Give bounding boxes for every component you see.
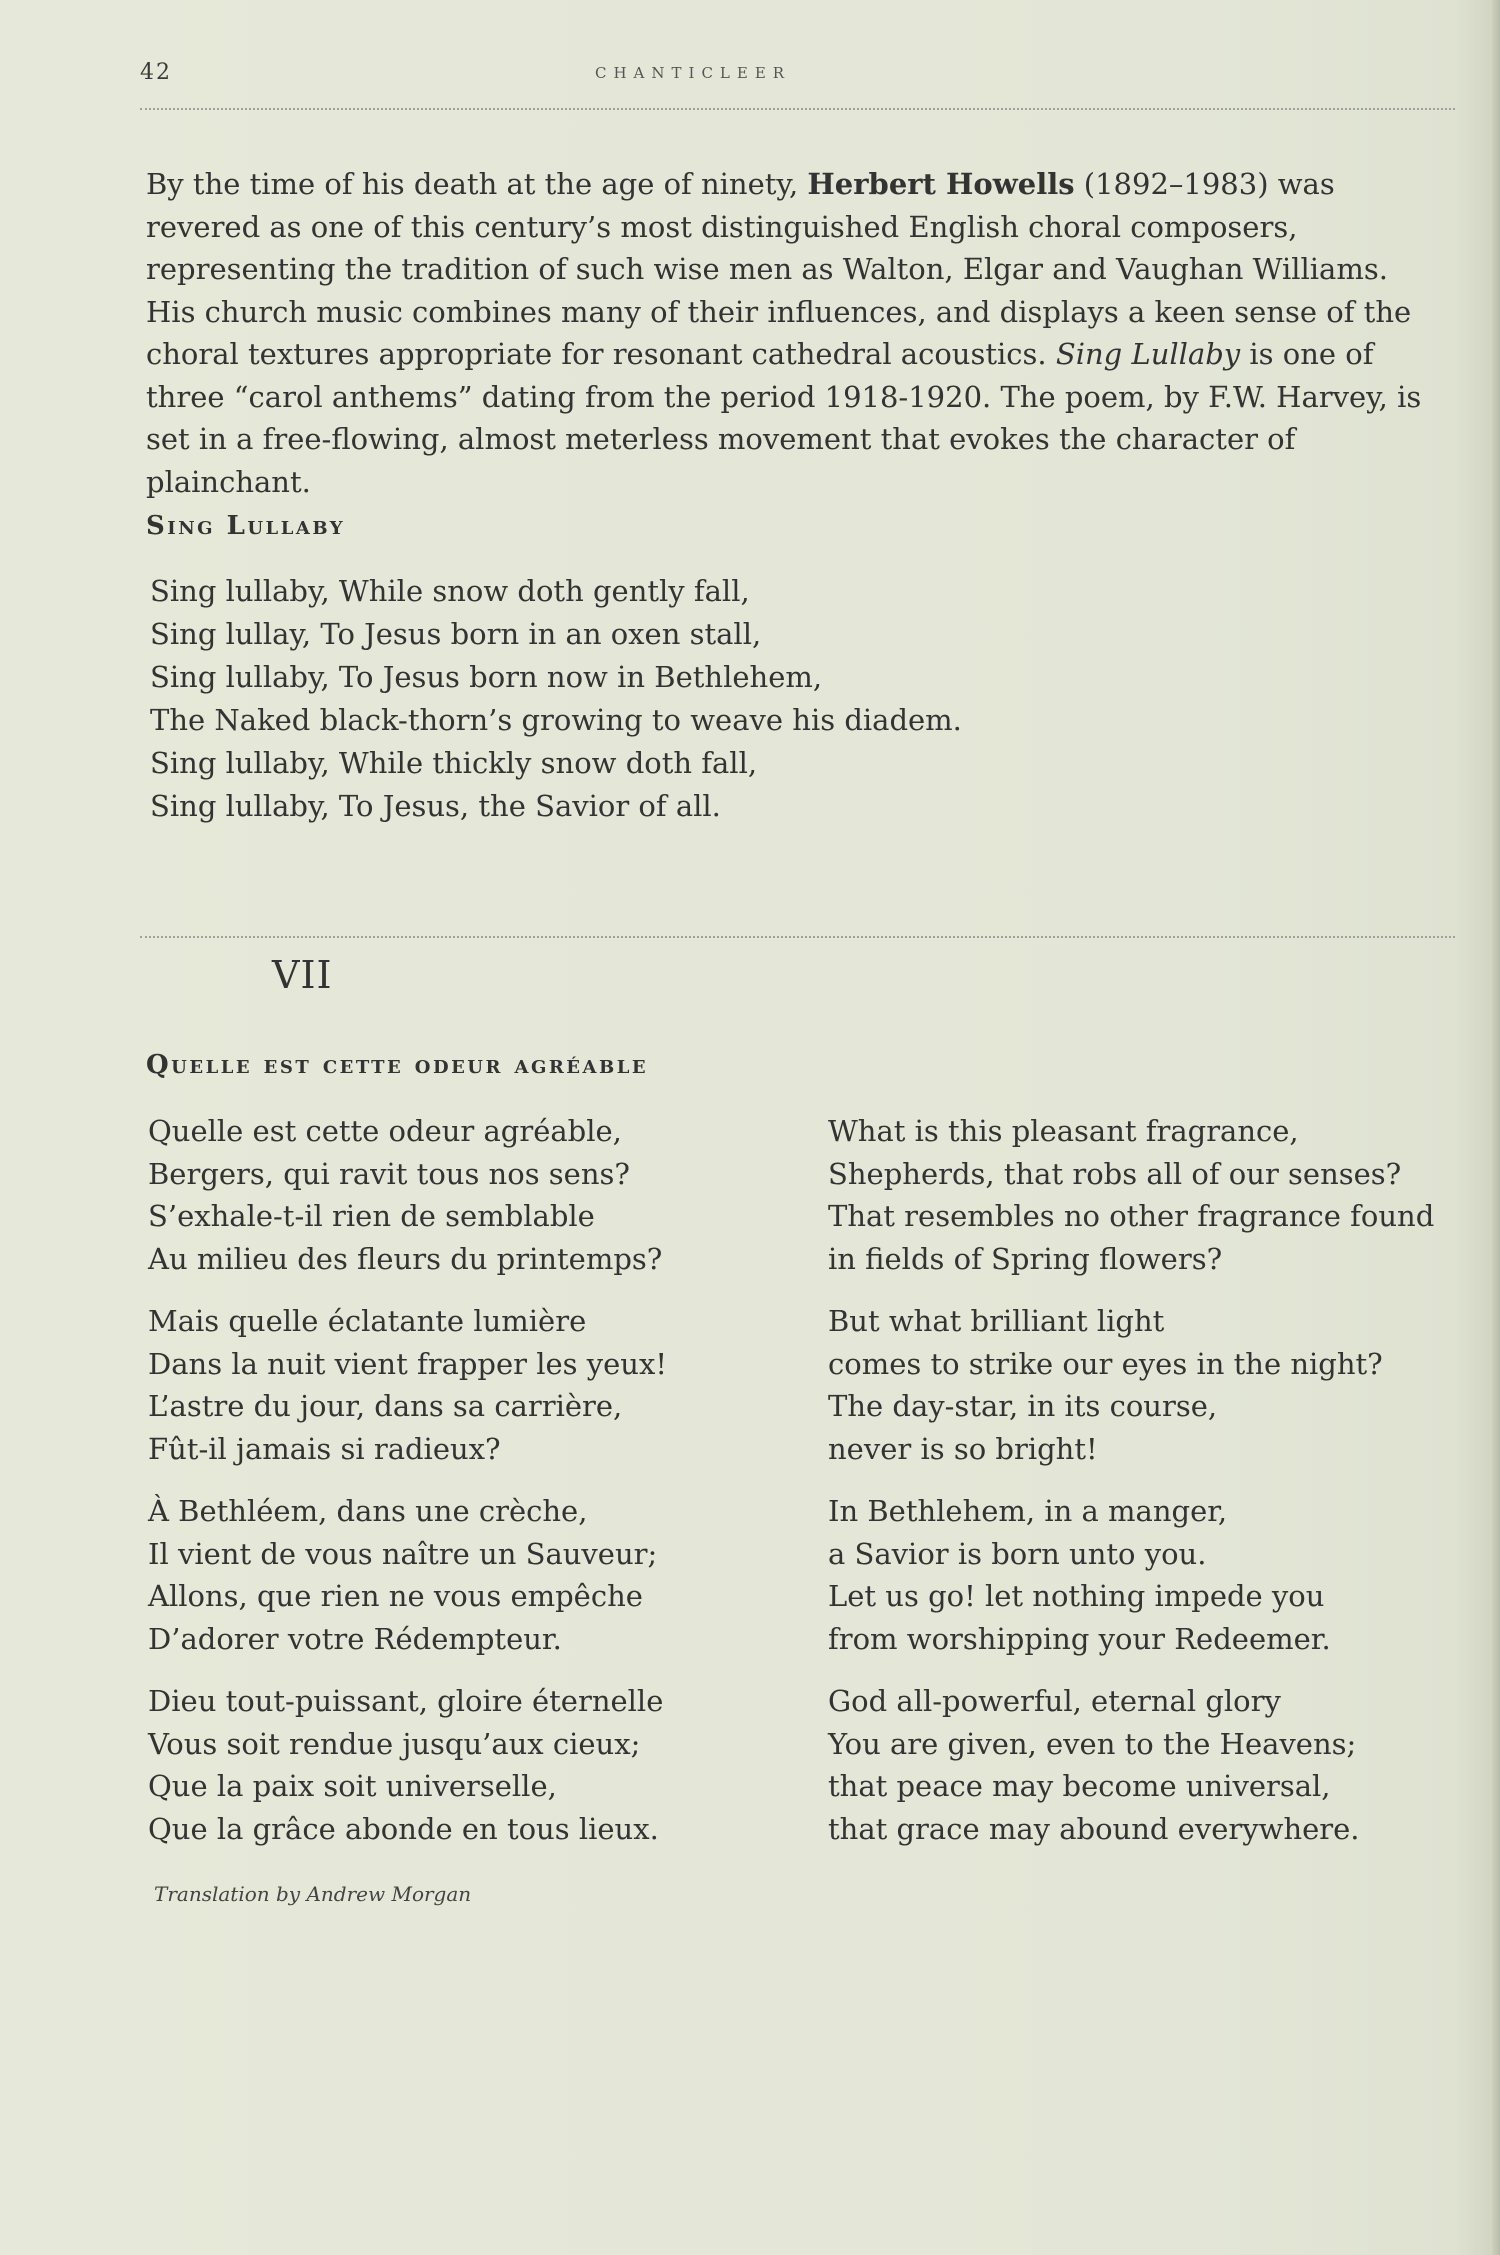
stanza (148, 1680, 768, 1850)
stanza (148, 1110, 768, 1280)
verse-line: That resembles no other fragrance found (828, 1199, 1435, 1233)
verse-line: You are given, even to the Heavens; (828, 1726, 1357, 1761)
verse-line: Vous soit rendue jusqu’aux cieux; (148, 1726, 641, 1761)
verse-line: Dans la nuit vient frapper les yeux! (148, 1346, 667, 1381)
intro-text-3: is one of three “carol anthems” dating from the period 1918-1920. The poem, by F.W. Harvey, is set in a free-flowing, almost meterless movement that evokes the character of plainchant. (146, 337, 1422, 499)
stanza (148, 1490, 768, 1660)
header-rule (140, 108, 1455, 110)
poem-sing-lullaby (150, 570, 1050, 828)
stanza (828, 1680, 1448, 1850)
stanza (828, 1110, 1448, 1280)
poem-line: The Naked black-thorn’s growing to weave his diadem. (150, 703, 962, 737)
translation-credit: Translation by Andrew Morgan (154, 1882, 472, 1906)
verse-line: L’astre du jour, dans sa carrière, (148, 1389, 623, 1423)
verse-line: Fût-il jamais si radieux? (148, 1431, 501, 1466)
verse-line: Bergers, qui ravit tous nos sens? (148, 1156, 630, 1191)
verse-line: Quelle est cette odeur agréable, (148, 1114, 622, 1148)
verse-line: The day-star, in its course, (828, 1389, 1218, 1423)
poem-line: Sing lullaby, While snow doth gently fall, (150, 574, 750, 608)
intro-text-2: (1892–1983) was revered as one of this century’s most distinguished English choral composers, representing the tradition of such wise men as Walton, Elgar and Vaughan Williams. His church music combines many of their influences, and displays a keen sense of the choral textures appropriate for resonant cathedral acoustics. (146, 167, 1412, 371)
poem-line: Sing lullaby, While thickly snow doth fall, (150, 746, 758, 780)
page-edge (1492, 0, 1500, 2255)
verse-line: never is so bright! (828, 1431, 1098, 1466)
verse-line: Dieu tout-puissant, gloire éternelle (148, 1684, 664, 1718)
verse-line: What is this pleasant fragrance, (828, 1114, 1299, 1148)
stanza (148, 1300, 768, 1470)
verse-line: Let us go! let nothing impede you (828, 1579, 1325, 1613)
intro-text-1: By the time of his death at the age of ninety, (146, 167, 808, 201)
verse-line: Que la grâce abonde en tous lieux. (148, 1811, 659, 1846)
verse-line: D’adorer votre Rédempteur. (148, 1621, 562, 1656)
intro-paragraph (146, 163, 1446, 503)
french-text-column (148, 1110, 768, 1870)
verse-line: comes to strike our eyes in the night? (828, 1346, 1383, 1381)
page-number: 42 (140, 60, 172, 85)
verse-line: that peace may become universal, (828, 1769, 1331, 1803)
verse-line: But what brilliant light (828, 1304, 1165, 1338)
verse-line: in fields of Spring flowers? (828, 1241, 1223, 1276)
verse-line: In Bethlehem, in a manger, (828, 1494, 1228, 1528)
verse-line: Il vient de vous naître un Sauveur; (148, 1536, 658, 1571)
stanza (828, 1490, 1448, 1660)
section-numeral: VII (272, 953, 333, 997)
work-title: Sing Lullaby (1055, 337, 1241, 371)
poem-line: Sing lullay, To Jesus born in an oxen stall, (150, 617, 762, 651)
verse-line: À Bethléem, dans une crèche, (148, 1494, 588, 1528)
verse-line: Shepherds, that robs all of our senses? (828, 1156, 1402, 1191)
song-title-sing-lullaby: Sing Lullaby (146, 511, 346, 541)
song-title-quelle-est: Quelle est cette odeur agréable (146, 1050, 649, 1080)
section-rule (140, 936, 1455, 938)
english-translation-column (828, 1110, 1448, 1870)
verse-line: Que la paix soit universelle, (148, 1769, 557, 1803)
page-header (140, 58, 1450, 98)
verse-line: Au milieu des fleurs du printemps? (148, 1241, 663, 1276)
poem-line: Sing lullaby, To Jesus, the Savior of all. (150, 789, 721, 823)
poem-line: Sing lullaby, To Jesus born now in Bethlehem, (150, 660, 823, 694)
verse-line: Mais quelle éclatante lumière (148, 1304, 587, 1338)
verse-line: God all-powerful, eternal glory (828, 1684, 1281, 1718)
verse-line: a Savior is born unto you. (828, 1536, 1207, 1571)
verse-line: S’exhale-t-il rien de semblable (148, 1199, 595, 1233)
verse-line: that grace may abound everywhere. (828, 1811, 1360, 1846)
composer-name: Herbert Howells (807, 167, 1075, 201)
verse-line: from worshipping your Redeemer. (828, 1621, 1331, 1656)
running-head: CHANTICLEER (595, 64, 792, 82)
stanza (828, 1300, 1448, 1470)
verse-line: Allons, que rien ne vous empêche (148, 1579, 643, 1613)
